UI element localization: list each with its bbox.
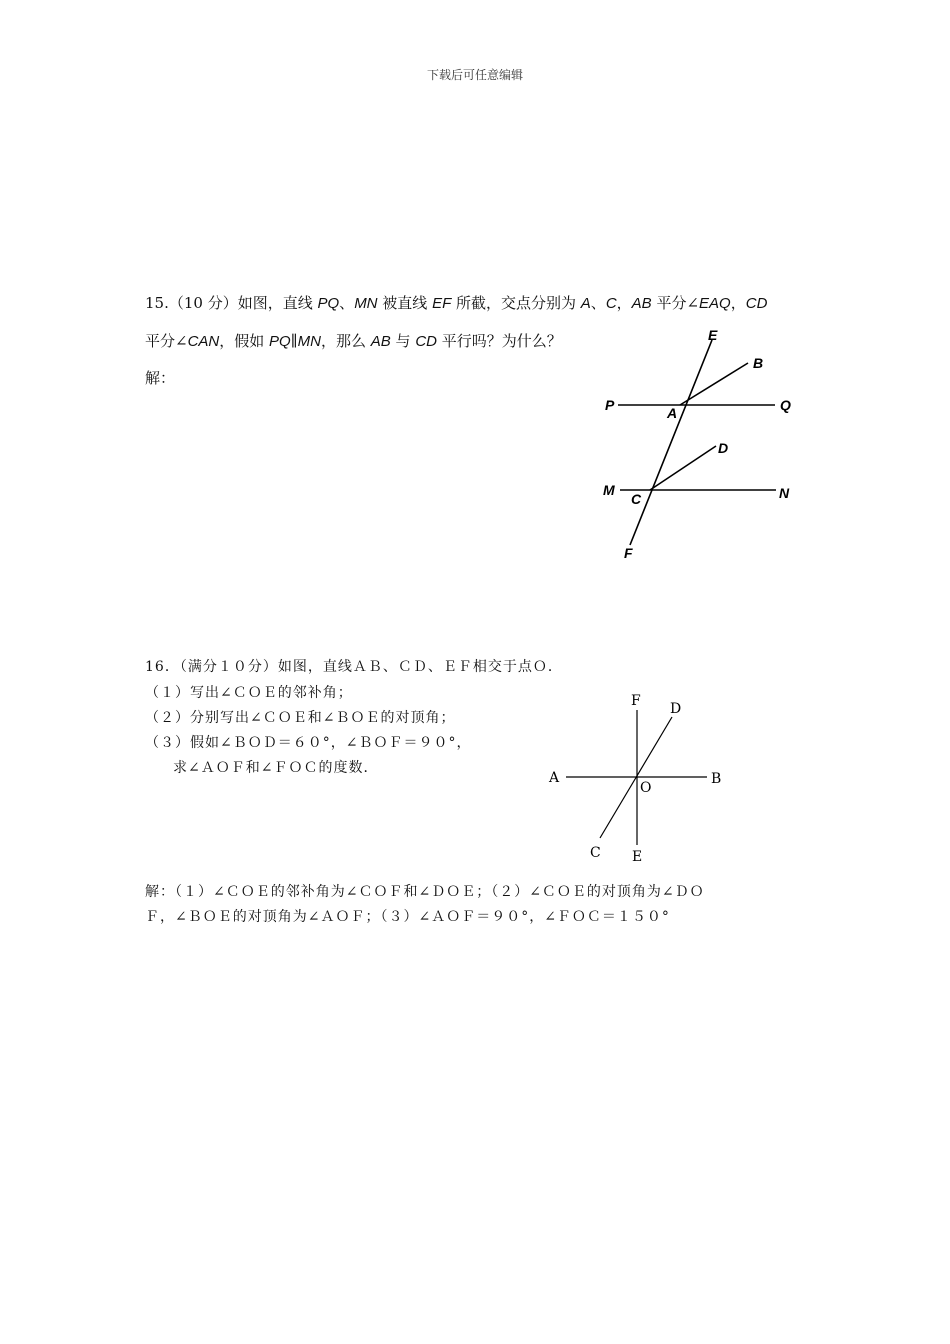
q16-part3b: 求∠ＡＯＦ和∠ＦＯＣ的度数．: [173, 760, 379, 776]
q16-answer-line2: Ｆ，∠ＢＯＥ的对顶角为∠ＡＯＦ；（３）∠ＡＯＦ＝９０°，∠ＦＯＣ＝１５０°: [145, 909, 670, 925]
text-segment: ，假如: [219, 332, 270, 350]
text-segment: 、: [590, 294, 606, 312]
text-segment: 与: [390, 332, 416, 350]
label-F: F: [631, 693, 641, 709]
text-segment: EAQ: [699, 295, 731, 312]
q16-title: 16．（满分１０分）如图，直线ＡＢ、ＣＤ、ＥＦ相交于点Ｏ．: [145, 659, 563, 675]
label-M: M: [603, 482, 615, 498]
text-segment: 、: [339, 294, 355, 312]
label-N: N: [779, 485, 790, 501]
label-D: D: [670, 701, 682, 717]
label-D: D: [718, 440, 729, 456]
q15-solution-label: 解：: [145, 369, 176, 387]
q16-part2: （２）分别写出∠ＣＯＥ和∠ＢＯＥ的对顶角；: [145, 710, 456, 726]
page-header: 下载后可任意编辑: [426, 68, 523, 82]
text-segment: 15.（10 分）如图，直线: [145, 294, 318, 312]
text-segment: ，: [730, 294, 746, 312]
text-segment: 平分∠: [145, 332, 188, 350]
text-segment: A: [580, 295, 591, 312]
text-segment: ，那么: [320, 332, 371, 350]
text-segment: 所截，交点分别为: [451, 294, 581, 312]
text-segment: AB: [631, 295, 652, 312]
label-E: E: [632, 849, 643, 865]
text-segment: AB: [370, 333, 391, 350]
label-Q: Q: [780, 397, 791, 413]
label-A: A: [667, 405, 678, 421]
label-B: B: [753, 355, 764, 371]
text-segment: ，: [616, 294, 632, 312]
text-segment: PQ: [269, 333, 291, 350]
text-segment: MN: [354, 295, 378, 312]
text-segment: PQ: [317, 295, 340, 312]
label-P: P: [605, 397, 615, 413]
text-segment: MN: [297, 333, 321, 350]
label-A: A: [549, 770, 560, 786]
text-segment: 平分∠: [651, 294, 700, 312]
q16-answer-line1: 解：（１）∠ＣＯＥ的邻补角为∠ＣＯＦ和∠ＤＯＥ；（２）∠ＣＯＥ的对顶角为∠ＤＯ: [145, 884, 705, 900]
text-segment: CD: [745, 295, 768, 312]
label-C: C: [590, 845, 601, 861]
label-B: B: [711, 771, 722, 787]
text-segment: EF: [432, 295, 452, 312]
q16-part3: （３）假如∠ＢＯＤ＝６０°，∠ＢＯＦ＝９０°，: [145, 735, 472, 751]
text-segment: ∥: [290, 332, 298, 350]
text-segment: CAN: [187, 333, 220, 350]
label-F: F: [624, 545, 633, 561]
text-segment: 平行吗？为什么？: [437, 332, 562, 350]
text-segment: 被直线: [377, 294, 433, 312]
text-segment: CD: [415, 333, 437, 350]
text-segment: C: [605, 295, 617, 312]
label-O: O: [640, 780, 652, 796]
label-C: C: [631, 491, 642, 507]
label-E: E: [708, 327, 718, 343]
q16-part1: （１）写出∠ＣＯＥ的邻补角；: [145, 685, 353, 701]
